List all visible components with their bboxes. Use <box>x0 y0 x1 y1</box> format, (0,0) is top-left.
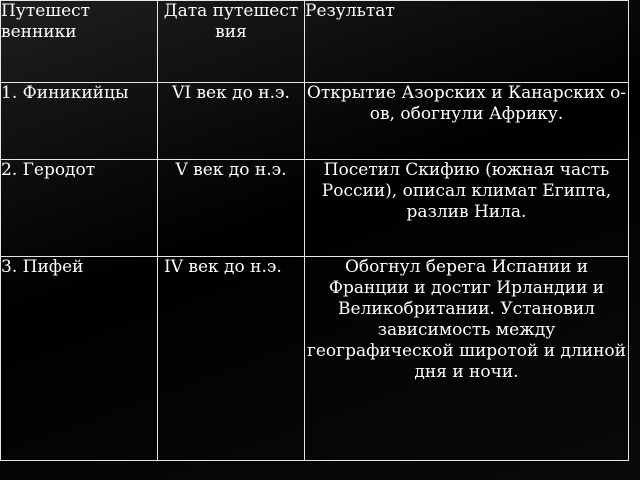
traveler-cell: 3. Пифей <box>1 257 158 461</box>
date-cell: V век до н.э. <box>158 160 305 257</box>
date-cell: IV век до н.э. <box>158 257 305 461</box>
result-cell: Посетил Скифию (южная часть России), описал климат Египта, разлив Нила. <box>305 160 629 257</box>
table-row <box>1 160 629 257</box>
traveler-cell: 2. Геродот <box>1 160 158 257</box>
header-travelers: Путешест венники <box>1 1 158 83</box>
result-cell: Обогнул берега Испании и Франции и достиг Ирландии и Великобритании. Установил зависимость между географической широтой и длиной дня и ночи. <box>305 257 629 461</box>
table-row <box>1 83 629 160</box>
traveler-cell: 1. Финикийцы <box>1 83 158 160</box>
result-cell: Открытие Азорских и Канарских о-ов, обогнули Африку. <box>305 83 629 160</box>
date-cell: VI век до н.э. <box>158 83 305 160</box>
header-result: Результат <box>305 1 629 83</box>
header-date: Дата путешест вия <box>158 1 305 83</box>
header-row <box>1 1 629 83</box>
table-row <box>1 257 629 461</box>
